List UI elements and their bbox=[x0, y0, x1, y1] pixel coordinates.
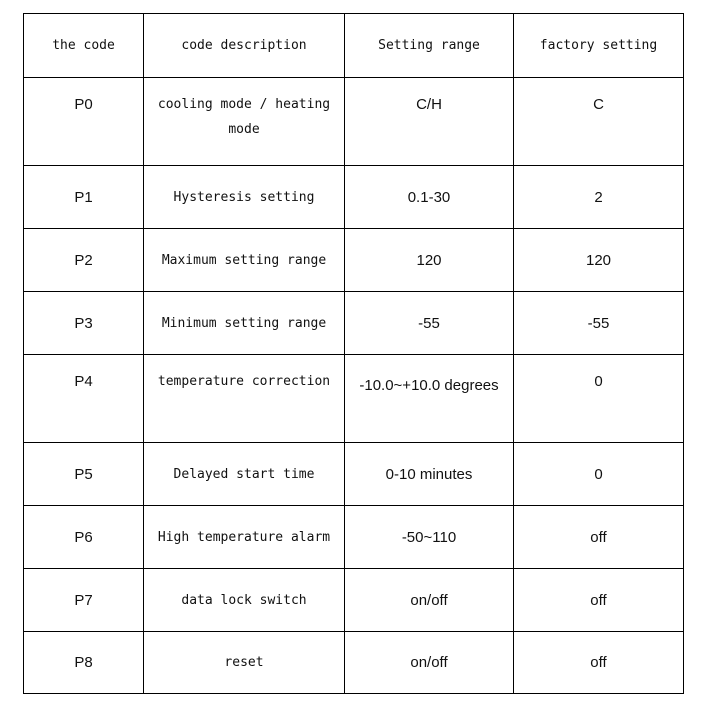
parameter-table bbox=[23, 13, 684, 694]
table-row bbox=[24, 355, 684, 443]
cell-description: cooling mode / heating mode bbox=[144, 78, 345, 166]
header-setting-range: Setting range bbox=[345, 14, 514, 78]
cell-range: on/off bbox=[345, 569, 514, 632]
cell-code: P7 bbox=[24, 569, 144, 632]
parameter-table-container bbox=[23, 13, 683, 694]
cell-code: P4 bbox=[24, 355, 144, 443]
header-code: the code bbox=[24, 14, 144, 78]
table-row bbox=[24, 569, 684, 632]
cell-description: Hysteresis setting bbox=[144, 166, 345, 229]
cell-range: -50~110 bbox=[345, 506, 514, 569]
table-row bbox=[24, 78, 684, 166]
cell-description: reset bbox=[144, 632, 345, 694]
cell-code: P2 bbox=[24, 229, 144, 292]
table-row bbox=[24, 506, 684, 569]
cell-code: P5 bbox=[24, 443, 144, 506]
cell-factory: off bbox=[514, 506, 684, 569]
cell-description: data lock switch bbox=[144, 569, 345, 632]
cell-code: P1 bbox=[24, 166, 144, 229]
table-row bbox=[24, 292, 684, 355]
header-factory-setting: factory setting bbox=[514, 14, 684, 78]
cell-range: C/H bbox=[345, 78, 514, 166]
cell-code: P6 bbox=[24, 506, 144, 569]
cell-factory: 0 bbox=[514, 355, 684, 443]
cell-description: High temperature alarm bbox=[144, 506, 345, 569]
table-row bbox=[24, 443, 684, 506]
cell-factory: 120 bbox=[514, 229, 684, 292]
cell-description: temperature correction bbox=[144, 355, 345, 443]
cell-range: on/off bbox=[345, 632, 514, 694]
cell-range: 0-10 minutes bbox=[345, 443, 514, 506]
cell-factory: -55 bbox=[514, 292, 684, 355]
table-row bbox=[24, 632, 684, 694]
cell-description: Delayed start time bbox=[144, 443, 345, 506]
cell-range: 120 bbox=[345, 229, 514, 292]
cell-description: Maximum setting range bbox=[144, 229, 345, 292]
header-description: code description bbox=[144, 14, 345, 78]
cell-range: -10.0~+10.0 degrees bbox=[345, 355, 514, 443]
cell-factory: 2 bbox=[514, 166, 684, 229]
cell-factory: C bbox=[514, 78, 684, 166]
cell-factory: off bbox=[514, 632, 684, 694]
cell-factory: 0 bbox=[514, 443, 684, 506]
cell-description: Minimum setting range bbox=[144, 292, 345, 355]
table-row bbox=[24, 166, 684, 229]
table-row bbox=[24, 229, 684, 292]
cell-code: P8 bbox=[24, 632, 144, 694]
cell-factory: off bbox=[514, 569, 684, 632]
cell-code: P3 bbox=[24, 292, 144, 355]
cell-range: -55 bbox=[345, 292, 514, 355]
cell-code: P0 bbox=[24, 78, 144, 166]
table-header-row bbox=[24, 14, 684, 78]
cell-range: 0.1-30 bbox=[345, 166, 514, 229]
